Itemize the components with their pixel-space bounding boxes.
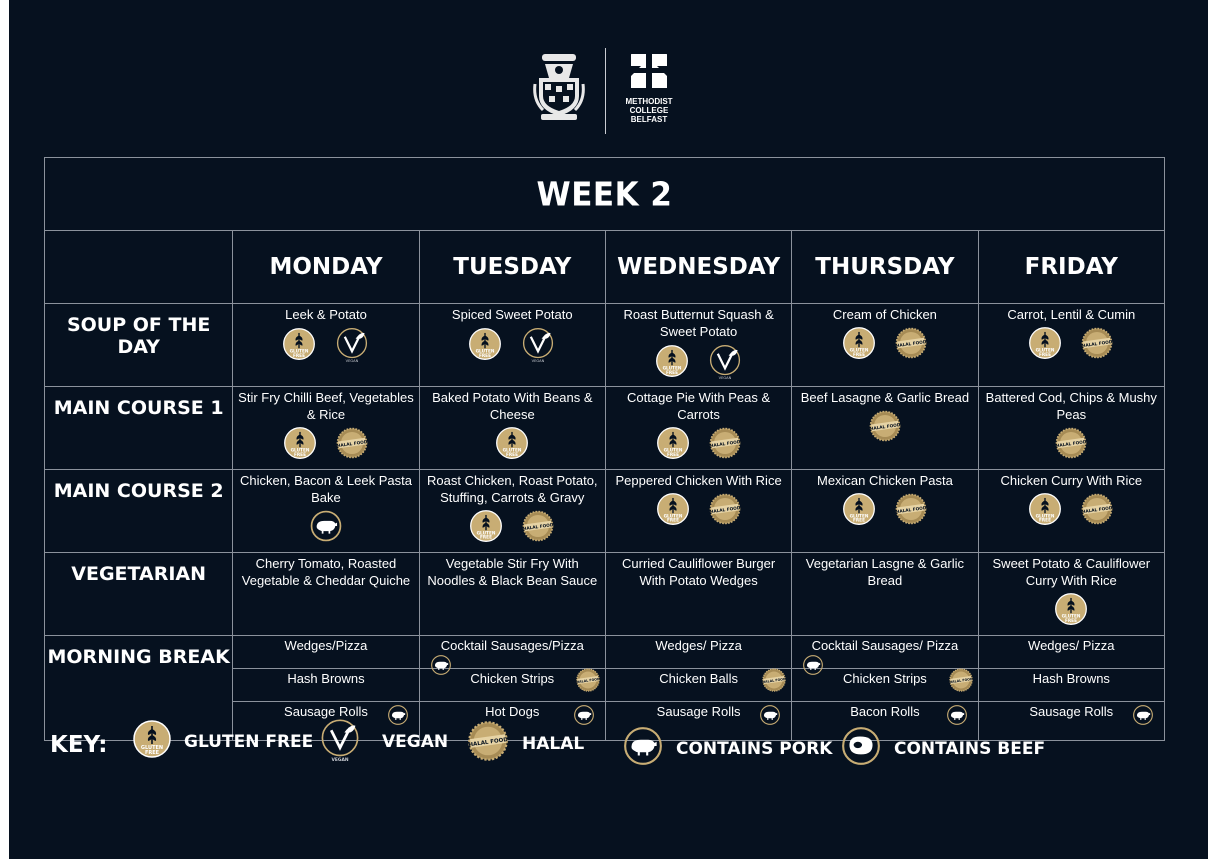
dish-name: Curried Cauliflower Burger With Potato Wedges: [622, 556, 776, 588]
logo-divider: [605, 48, 606, 134]
day-header-tuesday: TUESDAY: [419, 231, 605, 304]
break-item-name: Hot Dogs: [485, 704, 540, 719]
key-pork-label: CONTAINS PORK: [676, 738, 833, 759]
dish-name: Battered Cod, Chips & Mushy Peas: [985, 390, 1157, 422]
gluten-free-icon: [1054, 592, 1088, 631]
break-item-name: Wedges/ Pizza: [1028, 638, 1115, 653]
key-vegan-label: VEGAN: [382, 731, 449, 752]
morning-break-cell: [605, 636, 791, 669]
svg-text:VEGAN: VEGAN: [531, 359, 545, 362]
svg-text:GLUTEN: GLUTEN: [475, 349, 495, 355]
menu-cell: [419, 553, 605, 636]
menu-cell: [419, 470, 605, 553]
category-vegetarian: VEGETARIAN: [45, 553, 233, 636]
halal-icon: [466, 719, 510, 768]
dish-name: Roast Butternut Squash & Sweet Potato: [623, 307, 774, 339]
svg-text:VEGAN: VEGAN: [331, 758, 349, 761]
morning-break-cell: [419, 636, 605, 669]
menu-cell: [419, 304, 605, 387]
halal-icon: [335, 426, 369, 465]
morning-break-cell: [605, 669, 791, 702]
svg-text:GLUTEN: GLUTEN: [140, 745, 164, 751]
pork-icon: [309, 509, 343, 548]
gluten-free-icon: [656, 426, 690, 465]
menu-cell: [419, 387, 605, 470]
break-item-name: Chicken Strips: [843, 671, 927, 686]
morning-break-cell: [792, 636, 978, 669]
svg-text:HALAL FOOD: HALAL FOOD: [762, 677, 787, 685]
svg-text:FREE: FREE: [144, 750, 160, 756]
dish-name: Chicken Curry With Rice: [1000, 473, 1143, 488]
svg-text:GLUTEN: GLUTEN: [1035, 514, 1055, 520]
vegan-icon: [520, 326, 556, 367]
dish-name: Cottage Pie With Peas & Carrots: [627, 390, 771, 422]
halal-icon: [894, 326, 928, 365]
key-halal-label: HALAL: [522, 733, 585, 754]
dietary-icons: [979, 492, 1164, 531]
svg-text:FREE: FREE: [852, 352, 865, 358]
dish-name: Baked Potato With Beans & Cheese: [432, 390, 593, 422]
svg-text:HALAL FOOD: HALAL FOOD: [895, 339, 927, 350]
gluten-free-icon: [283, 426, 317, 465]
dish-name: Spiced Sweet Potato: [451, 307, 573, 322]
dietary-icons: [420, 326, 605, 367]
row-vegetarian: [45, 553, 1165, 636]
dietary-icons: [420, 426, 605, 465]
svg-text:FREE: FREE: [1039, 518, 1052, 524]
gluten-free-icon: [495, 426, 529, 465]
gluten-free-icon: [282, 327, 316, 366]
school-name-line2: COLLEGE: [629, 106, 669, 115]
gluten-free-icon: [469, 509, 503, 548]
halal-icon: [521, 509, 555, 548]
key-title: KEY:: [50, 732, 108, 758]
dietary-icons: [233, 509, 418, 548]
dietary-icons: [233, 326, 418, 367]
break-item-name: Bacon Rolls: [850, 704, 920, 719]
halal-icon: [1080, 326, 1114, 365]
day-header-monday: MONDAY: [233, 231, 419, 304]
vegan-icon: [707, 343, 743, 384]
svg-text:HALAL FOOD: HALAL FOOD: [522, 522, 555, 533]
svg-text:FREE: FREE: [480, 535, 493, 541]
svg-text:HALAL FOOD: HALAL FOOD: [1081, 339, 1114, 350]
menu-cell: [792, 470, 978, 553]
dietary-icons: [792, 492, 977, 531]
day-header-friday: FRIDAY: [978, 231, 1164, 304]
svg-text:GLUTEN: GLUTEN: [663, 514, 683, 520]
dish-name: Cherry Tomato, Roasted Vegetable & Cheddar Quiche: [241, 556, 411, 588]
dietary-icons: [979, 426, 1164, 465]
category-soup: SOUP OF THE DAY: [45, 304, 233, 387]
dietary-icons: [233, 426, 418, 465]
gluten-free-icon: [842, 326, 876, 365]
svg-text:GLUTEN: GLUTEN: [289, 349, 309, 355]
school-name-line3: BELFAST: [630, 115, 668, 124]
svg-text:GLUTEN: GLUTEN: [476, 531, 496, 537]
svg-text:GLUTEN: GLUTEN: [849, 348, 869, 354]
menu-cell: [978, 304, 1164, 387]
menu-cell: [792, 387, 978, 470]
svg-text:FREE: FREE: [506, 452, 519, 458]
row-soup: [45, 304, 1165, 387]
dietary-icons: [420, 509, 605, 548]
break-item-name: Sausage Rolls: [1029, 704, 1114, 719]
halal-icon: [708, 492, 742, 531]
svg-text:VEGAN: VEGAN: [345, 359, 359, 362]
menu-cell: [605, 553, 791, 636]
beef-icon: [840, 725, 882, 772]
gluten-free-icon: [842, 492, 876, 531]
svg-text:HALAL FOOD: HALAL FOOD: [895, 505, 927, 516]
menu-cell: [792, 553, 978, 636]
gluten-free-icon: [1028, 326, 1062, 365]
dish-name: Leek & Potato: [285, 307, 367, 322]
svg-text:GLUTEN: GLUTEN: [1035, 348, 1055, 354]
menu-cell: [978, 553, 1164, 636]
key-legend: [0, 715, 1208, 775]
menu-cell: [233, 553, 419, 636]
svg-text:FREE: FREE: [666, 452, 679, 458]
dish-name: Beef Lasagne & Garlic Bread: [800, 390, 970, 405]
halal-icon: [708, 426, 742, 465]
svg-text:HALAL FOOD: HALAL FOOD: [1055, 439, 1088, 450]
morning-break-cell: [419, 669, 605, 702]
gluten-free-icon: [655, 344, 689, 383]
svg-text:GLUTEN: GLUTEN: [849, 514, 869, 520]
svg-text:FREE: FREE: [852, 518, 865, 524]
break-item-name: Sausage Rolls: [656, 704, 741, 719]
dish-name: Vegetarian Lasgne & Garlic Bread: [805, 556, 965, 588]
dish-name: Mexican Chicken Pasta: [816, 473, 953, 488]
break-item-name: Cocktail Sausages/Pizza: [440, 638, 584, 653]
svg-text:FREE: FREE: [293, 452, 306, 458]
menu-cell: [605, 304, 791, 387]
svg-text:GLUTEN: GLUTEN: [290, 448, 310, 454]
menu-cell: [792, 304, 978, 387]
halal-icon: [761, 667, 787, 697]
menu-cell: [233, 470, 419, 553]
dish-name: Cream of Chicken: [832, 307, 937, 322]
dish-name: Peppered Chicken With Rice: [615, 473, 782, 488]
menu-cell: [978, 470, 1164, 553]
svg-text:GLUTEN: GLUTEN: [1061, 614, 1081, 620]
svg-text:FREE: FREE: [1065, 618, 1078, 624]
row-main1: [45, 387, 1165, 470]
svg-text:HALAL FOOD: HALAL FOOD: [709, 439, 741, 450]
category-main2: MAIN COURSE 2: [45, 470, 233, 553]
svg-text:GLUTEN: GLUTEN: [502, 448, 522, 454]
dietary-icons: [979, 592, 1164, 631]
gluten-free-icon: [468, 327, 502, 366]
morning-break-cell: [978, 669, 1164, 702]
svg-text:GLUTEN: GLUTEN: [662, 366, 682, 372]
svg-text:HALAL FOOD: HALAL FOOD: [948, 677, 973, 685]
break-item-name: Wedges/Pizza: [284, 638, 368, 653]
school-name-line1: METHODIST: [625, 97, 673, 106]
break-item-name: Hash Browns: [287, 671, 365, 686]
menu-cell: [233, 387, 419, 470]
row-morning-break-1: [45, 636, 1165, 669]
menu-cell: [605, 470, 791, 553]
maltese-cross-icon: [620, 52, 678, 88]
key-beef: [840, 725, 1045, 772]
dietary-icons: [606, 426, 791, 465]
svg-text:HALAL FOOD: HALAL FOOD: [709, 505, 741, 516]
svg-text:FREE: FREE: [479, 353, 492, 359]
break-item-name: Chicken Balls: [659, 671, 738, 686]
vegan-icon: [318, 717, 362, 766]
svg-text:HALAL FOOD: HALAL FOOD: [468, 736, 509, 749]
break-item-name: Cocktail Sausages/ Pizza: [811, 638, 959, 653]
dish-name: Vegetable Stir Fry With Noodles & Black Bean Sauce: [427, 556, 598, 588]
corner-cell: [45, 231, 233, 304]
menu-table: [44, 157, 1165, 741]
svg-text:FREE: FREE: [1039, 352, 1052, 358]
halal-icon: [894, 492, 928, 531]
dish-name: Roast Chicken, Roast Potato, Stuffing, Carrots & Gravy: [427, 473, 598, 505]
gluten-free-icon: [1028, 492, 1062, 531]
dish-name: Chicken, Bacon & Leek Pasta Bake: [239, 473, 412, 505]
halal-icon: [575, 667, 601, 697]
gluten-free-icon: [656, 492, 690, 531]
dietary-icons: [606, 492, 791, 531]
morning-break-cell: [978, 636, 1164, 669]
svg-text:FREE: FREE: [292, 353, 305, 359]
break-item-name: Wedges/ Pizza: [655, 638, 742, 653]
dietary-icons: [606, 343, 791, 384]
dish-name: Carrot, Lentil & Cumin: [1007, 307, 1136, 322]
pork-icon: [622, 725, 664, 772]
menu-cell: [978, 387, 1164, 470]
key-gluten-free-label: GLUTEN FREE: [184, 731, 314, 752]
week-title: WEEK 2: [45, 156, 1165, 233]
key-beef-label: CONTAINS BEEF: [894, 738, 1046, 759]
menu-cell: [605, 387, 791, 470]
svg-text:FREE: FREE: [666, 518, 679, 524]
svg-text:HALAL FOOD: HALAL FOOD: [1081, 505, 1114, 516]
row-main2: [45, 470, 1165, 553]
category-main1: MAIN COURSE 1: [45, 387, 233, 470]
morning-break-cell: [233, 636, 419, 669]
svg-text:VEGAN: VEGAN: [718, 376, 731, 379]
morning-break-cell: [792, 669, 978, 702]
school-crest-icon: [533, 52, 585, 122]
dietary-icons: [792, 409, 977, 448]
halal-icon: [948, 667, 974, 697]
morning-break-cell: [233, 669, 419, 702]
day-header-wednesday: WEDNESDAY: [605, 231, 791, 304]
halal-icon: [868, 409, 902, 448]
break-item-name: Sausage Rolls: [284, 704, 368, 719]
dish-name: Sweet Potato & Cauliflower Curry With Rice: [992, 556, 1151, 588]
key-halal: [466, 719, 584, 768]
header-logos: [0, 46, 1208, 136]
menu-cell: [233, 304, 419, 387]
halal-icon: [1054, 426, 1088, 465]
break-item-name: Chicken Strips: [470, 671, 555, 686]
svg-text:GLUTEN: GLUTEN: [663, 448, 683, 454]
key-vegan: [318, 717, 448, 766]
day-header-thursday: THURSDAY: [792, 231, 978, 304]
category-morning-break: MORNING BREAK: [45, 636, 233, 741]
break-item-name: Hash Browns: [1032, 671, 1110, 686]
gluten-free-icon: [132, 719, 172, 764]
dietary-icons: [979, 326, 1164, 365]
svg-text:HALAL FOOD: HALAL FOOD: [869, 422, 901, 433]
svg-text:FREE: FREE: [665, 370, 678, 376]
dietary-icons: [792, 326, 977, 365]
halal-icon: [1080, 492, 1114, 531]
svg-text:HALAL FOOD: HALAL FOOD: [336, 439, 368, 450]
key-pork: [622, 725, 832, 772]
dish-name: Stir Fry Chilli Beef, Vegetables & Rice: [238, 390, 414, 422]
svg-text:HALAL FOOD: HALAL FOOD: [576, 677, 600, 685]
vegan-icon: [334, 326, 370, 367]
key-gluten-free: [132, 719, 313, 764]
methodist-college-logo: [620, 52, 678, 124]
